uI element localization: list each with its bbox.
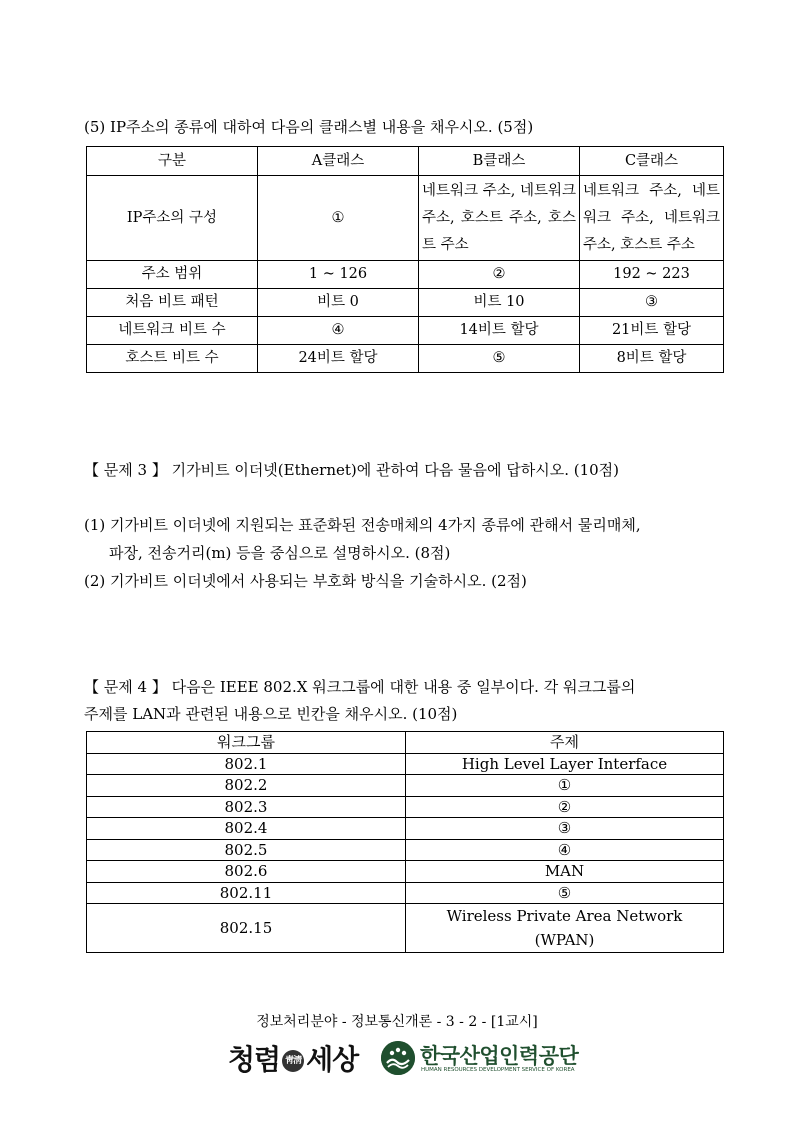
ip-class-table <box>86 146 724 373</box>
table-header-row <box>87 732 724 754</box>
topic-cell: ④ <box>406 839 724 861</box>
header-cell: C클래스 <box>580 147 724 176</box>
header-cell: B클래스 <box>419 147 580 176</box>
table-row <box>87 176 724 261</box>
group-cell: 802.15 <box>87 904 406 953</box>
topic-cell: ① <box>406 775 724 797</box>
integrity-logo <box>228 1038 358 1078</box>
row-label: 호스트 비트 수 <box>87 345 258 373</box>
topic-cell: High Level Layer Interface <box>406 753 724 775</box>
table-row <box>87 261 724 289</box>
group-cell: 802.4 <box>87 818 406 840</box>
cell-a: 비트 0 <box>258 289 419 317</box>
hrdk-logo-name: 한국산업인력공단 <box>420 1044 579 1068</box>
seal-icon: 靑淸 <box>282 1050 304 1072</box>
logo-text: 청렴 <box>228 1043 281 1076</box>
page-footer: 정보처리분야 - 정보통신개론 - 3 - 2 - [1교시] <box>256 1014 538 1030</box>
table-row <box>87 796 724 818</box>
table-row <box>87 839 724 861</box>
topic-cell <box>406 904 724 953</box>
header-cell: 워크그룹 <box>87 732 406 754</box>
hrdk-logo-subtitle: HUMAN RESOURCES DEVELOPMENT SERVICE OF KOREA <box>421 1067 575 1073</box>
q4-title-line2: 주제를 LAN과 관련된 내용으로 빈칸을 채우시오. (10점) <box>84 705 458 723</box>
header-cell: 구분 <box>87 147 258 176</box>
cell-a: 1 ~ 126 <box>258 261 419 289</box>
cell-c: ③ <box>580 289 724 317</box>
q3-item1-line2: 파장, 전송거리(m) 등을 중심으로 설명하시오. (8점) <box>109 544 451 562</box>
q3-title: 【 문제 3 】 기가비트 이더넷(Ethernet)에 관하여 다음 물음에 답하시오. (10점) <box>84 461 620 479</box>
group-cell: 802.5 <box>87 839 406 861</box>
group-cell: 802.6 <box>87 861 406 883</box>
cell-c: 21비트 할당 <box>580 317 724 345</box>
cell-b: 네트워크 주소, 네트워크 주소, 호스트 주소, 호스트 주소 <box>419 176 580 261</box>
cell-b: 14비트 할당 <box>419 317 580 345</box>
q3-item2: (2) 기가비트 이더넷에서 사용되는 부호화 방식을 기술하시오. (2점) <box>84 572 527 590</box>
table-row <box>87 882 724 904</box>
cell-a: ④ <box>258 317 419 345</box>
logo-text: 세상 <box>306 1043 359 1076</box>
header-cell: 주제 <box>406 732 724 754</box>
topic-line: Wireless Private Area Network <box>446 907 683 925</box>
table-header-row <box>87 147 724 176</box>
cell-c: 192 ~ 223 <box>580 261 724 289</box>
cell-b: ② <box>419 261 580 289</box>
topic-cell: ② <box>406 796 724 818</box>
table-row <box>87 861 724 883</box>
q3-item1-line1: (1) 기가비트 이더넷에 지원되는 표준화된 전송매체의 4가지 종류에 관해서 물리매체, <box>84 516 641 534</box>
row-label: 네트워크 비트 수 <box>87 317 258 345</box>
cell-c: 8비트 할당 <box>580 345 724 373</box>
cell-b: 비트 10 <box>419 289 580 317</box>
group-cell: 802.2 <box>87 775 406 797</box>
table-row <box>87 818 724 840</box>
hrdk-emblem-icon <box>381 1041 415 1075</box>
cell-a: 24비트 할당 <box>258 345 419 373</box>
topic-line: (WPAN) <box>534 931 595 949</box>
q5-title: (5) IP주소의 종류에 대하여 다음의 클래스별 내용을 채우시오. (5점) <box>84 118 534 136</box>
table-row <box>87 317 724 345</box>
group-cell: 802.3 <box>87 796 406 818</box>
table-row <box>87 904 724 953</box>
cell-b: ⑤ <box>419 345 580 373</box>
q4-title-line1: 【 문제 4 】 다음은 IEEE 802.X 워크그룹에 대한 내용 중 일부이다. 각 워크그룹의 <box>84 678 636 696</box>
group-cell: 802.1 <box>87 753 406 775</box>
group-cell: 802.11 <box>87 882 406 904</box>
header-cell: A클래스 <box>258 147 419 176</box>
topic-cell: ③ <box>406 818 724 840</box>
row-label: 주소 범위 <box>87 261 258 289</box>
cell-c: 네트워크 주소, 네트워크 주소, 네트워크 주소, 호스트 주소 <box>580 176 724 261</box>
row-label: 처음 비트 패턴 <box>87 289 258 317</box>
table-row <box>87 345 724 373</box>
ieee-workgroup-table <box>86 731 724 953</box>
topic-cell: ⑤ <box>406 882 724 904</box>
table-row <box>87 775 724 797</box>
table-row <box>87 289 724 317</box>
cell-a: ① <box>258 176 419 261</box>
topic-cell: MAN <box>406 861 724 883</box>
table-row <box>87 753 724 775</box>
row-label: IP주소의 구성 <box>87 176 258 261</box>
